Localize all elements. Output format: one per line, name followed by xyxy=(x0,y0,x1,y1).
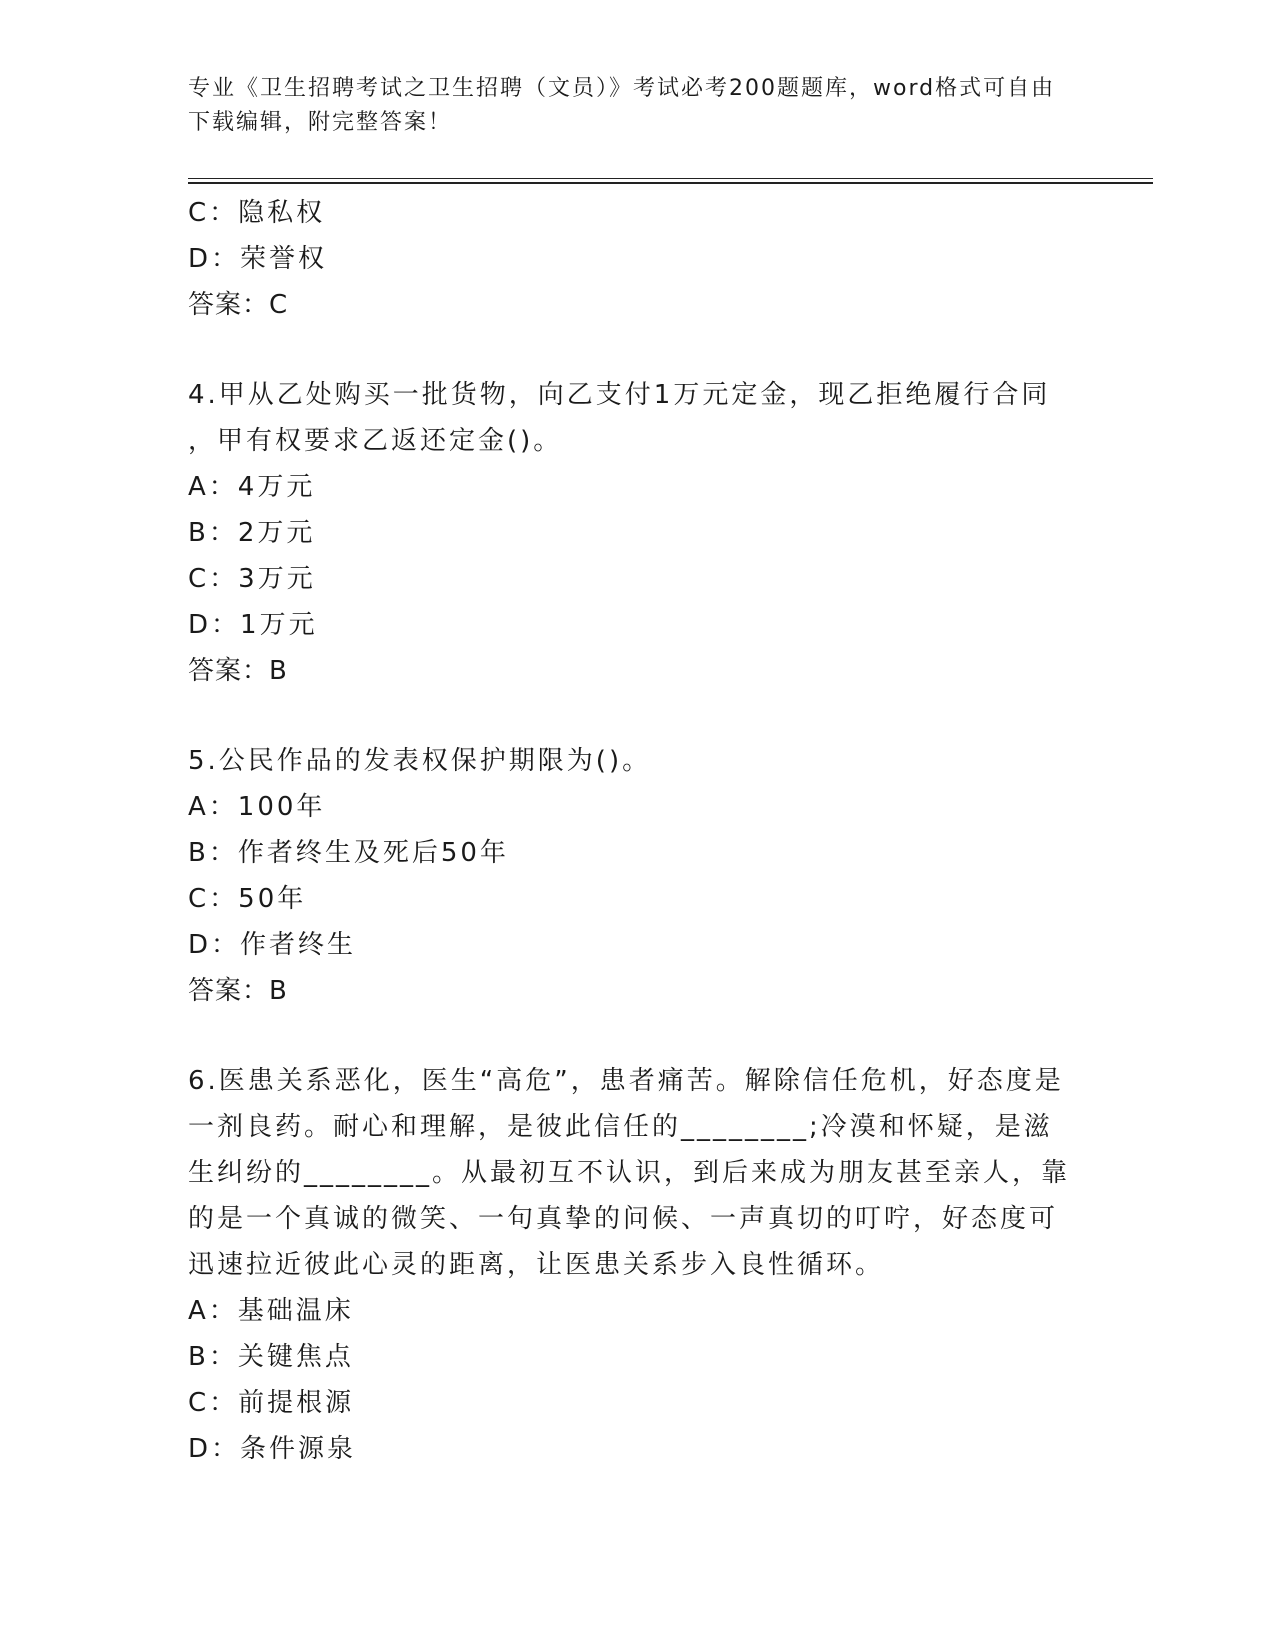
option-c: C：50年 xyxy=(188,884,307,914)
question-6-block xyxy=(188,1058,1088,1472)
option-d: D：作者终生 xyxy=(188,930,357,960)
question-stem: 5.公民作品的发表权保护期限为()。 xyxy=(188,746,652,776)
option-b: B：2万元 xyxy=(188,518,316,548)
option-a: A：100年 xyxy=(188,792,326,822)
option-c: C：3万元 xyxy=(188,564,316,594)
question-stem: 4.甲从乙处购买一批货物，向乙支付1万元定金，现乙拒绝履行合同 xyxy=(188,380,1051,410)
question-stem-continued: ，甲有权要求乙返还定金()。 xyxy=(188,426,563,456)
question-5-block xyxy=(188,738,1088,1014)
option-b: B：作者终生及死后50年 xyxy=(188,838,509,868)
option-d: D：1万元 xyxy=(188,610,318,640)
question-stem: 6.医患关系恶化，医生“高危”，患者痛苦。解除信任危机，好态度是一剂良药。耐心和理解，是彼此信任的________;冷漠和怀疑，是滋生纠纷的________。从最初互不认识，到后来成为朋友甚至亲人，靠的是一个真诚的微笑、一句真挚的问候、一声真切的叮咛，好态度可迅速拉近彼此心灵的距离，让医患关系步入良性循环。 xyxy=(188,1066,1071,1280)
option-c: C：前提根源 xyxy=(188,1388,355,1418)
option-c: C：隐私权 xyxy=(188,198,326,228)
header-divider-thick xyxy=(188,182,1153,184)
question-list xyxy=(188,190,1088,1472)
answer-line: 答案：C xyxy=(188,290,289,320)
header-divider-thin xyxy=(188,178,1153,179)
option-b: B：关键焦点 xyxy=(188,1342,354,1372)
spacer xyxy=(188,694,1088,738)
option-a: A：基础温床 xyxy=(188,1296,354,1326)
spacer xyxy=(188,1014,1088,1058)
option-d: D：荣誉权 xyxy=(188,244,328,274)
answer-line: 答案：B xyxy=(188,976,288,1006)
spacer xyxy=(188,328,1088,372)
question-3-block xyxy=(188,190,1088,328)
document-header: 专业《卫生招聘考试之卫生招聘（文员）》考试必考200题题库，word格式可自由下载编辑，附完整答案！ xyxy=(188,76,1056,135)
question-4-block xyxy=(188,372,1088,694)
option-a: A：4万元 xyxy=(188,472,316,502)
answer-line: 答案：B xyxy=(188,656,288,686)
option-d: D：条件源泉 xyxy=(188,1434,357,1464)
